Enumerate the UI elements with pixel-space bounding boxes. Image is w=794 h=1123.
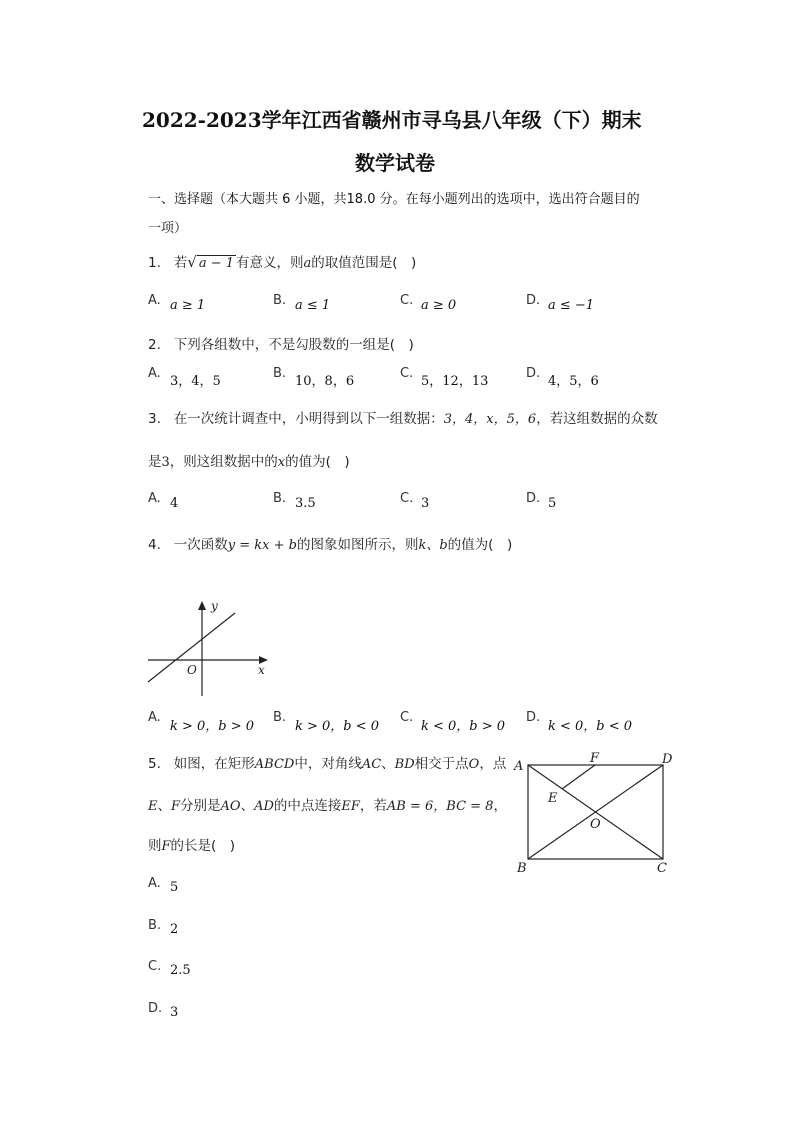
option-a-text[interactable]: k > 0，b > 0 (170, 719, 255, 734)
question-number: 1. (148, 255, 161, 271)
option-label: D. (526, 491, 541, 506)
math-variable: F (161, 839, 171, 854)
option-label: D. (526, 366, 541, 381)
vertex-label-a: A (514, 759, 524, 774)
option-a-text[interactable]: 5 (170, 880, 179, 895)
option-b-text[interactable]: 3.5 (295, 496, 316, 511)
option-label: B. (273, 293, 287, 308)
option-b-text[interactable]: a ≤ 1 (295, 298, 331, 313)
option-c-text[interactable]: 5，12，13 (421, 374, 489, 389)
question-text: ， (493, 798, 507, 814)
page-title-line1: 2022-2023学年江西省赣州市寻乌县八年级（下）期末 (142, 108, 642, 132)
question-text: 如图，在矩形 (173, 756, 255, 772)
question-text: 中，对角线 (294, 756, 362, 772)
option-c-text[interactable]: 2.5 (170, 963, 191, 978)
option-label: D. (526, 710, 541, 725)
option-a-text[interactable]: 3，4，5 (170, 374, 221, 389)
question-number: 3. (148, 411, 161, 427)
math-variable: AC (361, 757, 382, 772)
option-b-text[interactable]: 2 (170, 922, 179, 937)
option-b-text[interactable]: 10，8，6 (295, 374, 355, 389)
question-1-stem (148, 251, 416, 271)
question-text: 下列各组数中，不是勾股数的一组是( ) (173, 337, 414, 353)
option-label: C. (400, 293, 414, 308)
question-text: ，则这组数据中的 (169, 454, 278, 470)
rectangle-figure (508, 748, 678, 878)
question-text: 的值为( ) (285, 454, 350, 470)
point-label-e: E (548, 791, 558, 806)
option-label: D. (526, 293, 541, 308)
x-axis-label: x (258, 663, 265, 677)
option-label: D. (148, 1001, 163, 1016)
option-label: C. (148, 959, 162, 974)
math-variable: AO (220, 799, 241, 814)
question-text: 若 (173, 255, 188, 271)
question-text: 有意义，则 (236, 255, 304, 271)
option-label: B. (273, 491, 287, 506)
option-b-text[interactable]: k > 0，b < 0 (295, 719, 380, 734)
math-variable: F (171, 799, 181, 814)
origin-label: O (187, 663, 197, 677)
question-2-stem (148, 333, 414, 353)
option-label: B. (273, 366, 287, 381)
vertex-label-d: D (662, 752, 673, 767)
question-5-stem-line3 (148, 834, 235, 854)
question-5-stem-line1 (148, 752, 506, 772)
radical-sign-icon: √ (187, 253, 197, 271)
question-text: 则 (148, 838, 162, 854)
question-number: 5. (148, 756, 161, 772)
question-text: 、 (381, 756, 395, 772)
math-variable: E (148, 799, 158, 814)
question-number: 4. (148, 537, 161, 553)
math-variable: x (277, 455, 286, 470)
question-text: ，若这组数据的众数 (536, 411, 658, 427)
option-d-text[interactable]: k < 0，b < 0 (548, 719, 633, 734)
math-variable: BD (394, 757, 415, 772)
question-text: 的图象如图所示，则 (296, 537, 419, 553)
function-formula: y = kx + b (227, 538, 297, 553)
segment-ef (562, 765, 595, 789)
option-c-text[interactable]: k < 0，b > 0 (421, 719, 506, 734)
math-value: 3 (161, 455, 170, 470)
option-label: B. (273, 710, 287, 725)
math-variable: ABCD (254, 757, 295, 772)
math-variable: EF (341, 799, 360, 814)
question-text: 、 (157, 798, 171, 814)
question-text: 分别是 (180, 798, 221, 814)
question-text: 的值为( ) (447, 537, 513, 553)
question-text: ，点 (479, 756, 507, 772)
question-text: 的取值范围是( ) (311, 255, 417, 271)
vertex-label-b: B (517, 861, 527, 876)
option-label: A. (148, 491, 161, 506)
point-label-f: F (590, 751, 600, 766)
y-axis-arrow-icon (198, 601, 206, 610)
question-4-stem (148, 533, 512, 553)
section-heading-line1: 一、选择题（本大题共 6 小题，共18.0 分。在每小题列出的选项中，选出符合题目的 (148, 192, 640, 207)
question-text: 的中点连接 (273, 798, 342, 814)
option-d-text[interactable]: 5 (548, 496, 557, 511)
option-label: A. (148, 876, 161, 891)
math-variable: a (303, 256, 312, 271)
question-text: 相交于点 (414, 756, 469, 772)
option-label: C. (400, 491, 414, 506)
option-label: A. (148, 366, 161, 381)
linear-function-graph (140, 592, 280, 702)
question-text: ，若 (359, 798, 387, 814)
option-label: B. (148, 918, 162, 933)
math-variable: AD (254, 799, 274, 814)
option-label: A. (148, 710, 161, 725)
question-text: 在一次统计调查中，小明得到以下一组数据： (173, 411, 444, 427)
option-a-text[interactable]: a ≥ 1 (170, 298, 206, 313)
question-3-stem-line2 (148, 450, 350, 470)
given-conditions: AB = 6，BC = 8 (386, 799, 494, 814)
question-3-stem-line1 (148, 407, 658, 427)
vertex-label-c: C (657, 861, 667, 876)
math-variable: O (468, 757, 480, 772)
question-text: 是 (148, 454, 162, 470)
question-text: 、 (240, 798, 255, 814)
option-label: C. (400, 710, 414, 725)
option-a-text[interactable]: 4 (170, 496, 179, 511)
option-label: A. (148, 293, 161, 308)
question-text: 一次函数 (173, 537, 228, 553)
radicand: a − 1 (198, 256, 235, 271)
question-text: 的长是( ) (170, 838, 236, 854)
point-label-o: O (590, 817, 601, 832)
page-title-line2: 数学试卷 (355, 151, 435, 175)
question-number: 2. (148, 337, 161, 353)
option-c-text[interactable]: a ≥ 0 (421, 298, 457, 313)
y-axis-label: y (211, 599, 218, 613)
option-d-text[interactable]: a ≤ −1 (548, 298, 595, 313)
math-variables: k、b (418, 538, 448, 553)
question-5-stem-line2 (148, 794, 507, 814)
option-label: C. (400, 366, 414, 381)
option-d-text[interactable]: 3 (170, 1005, 179, 1020)
option-c-text[interactable]: 3 (421, 496, 430, 511)
option-d-text[interactable]: 4，5，6 (548, 374, 599, 389)
sqrt-expression (187, 253, 236, 271)
data-list: 3，4，x，5，6 (443, 412, 537, 427)
section-heading-line2: 一项） (148, 221, 188, 236)
